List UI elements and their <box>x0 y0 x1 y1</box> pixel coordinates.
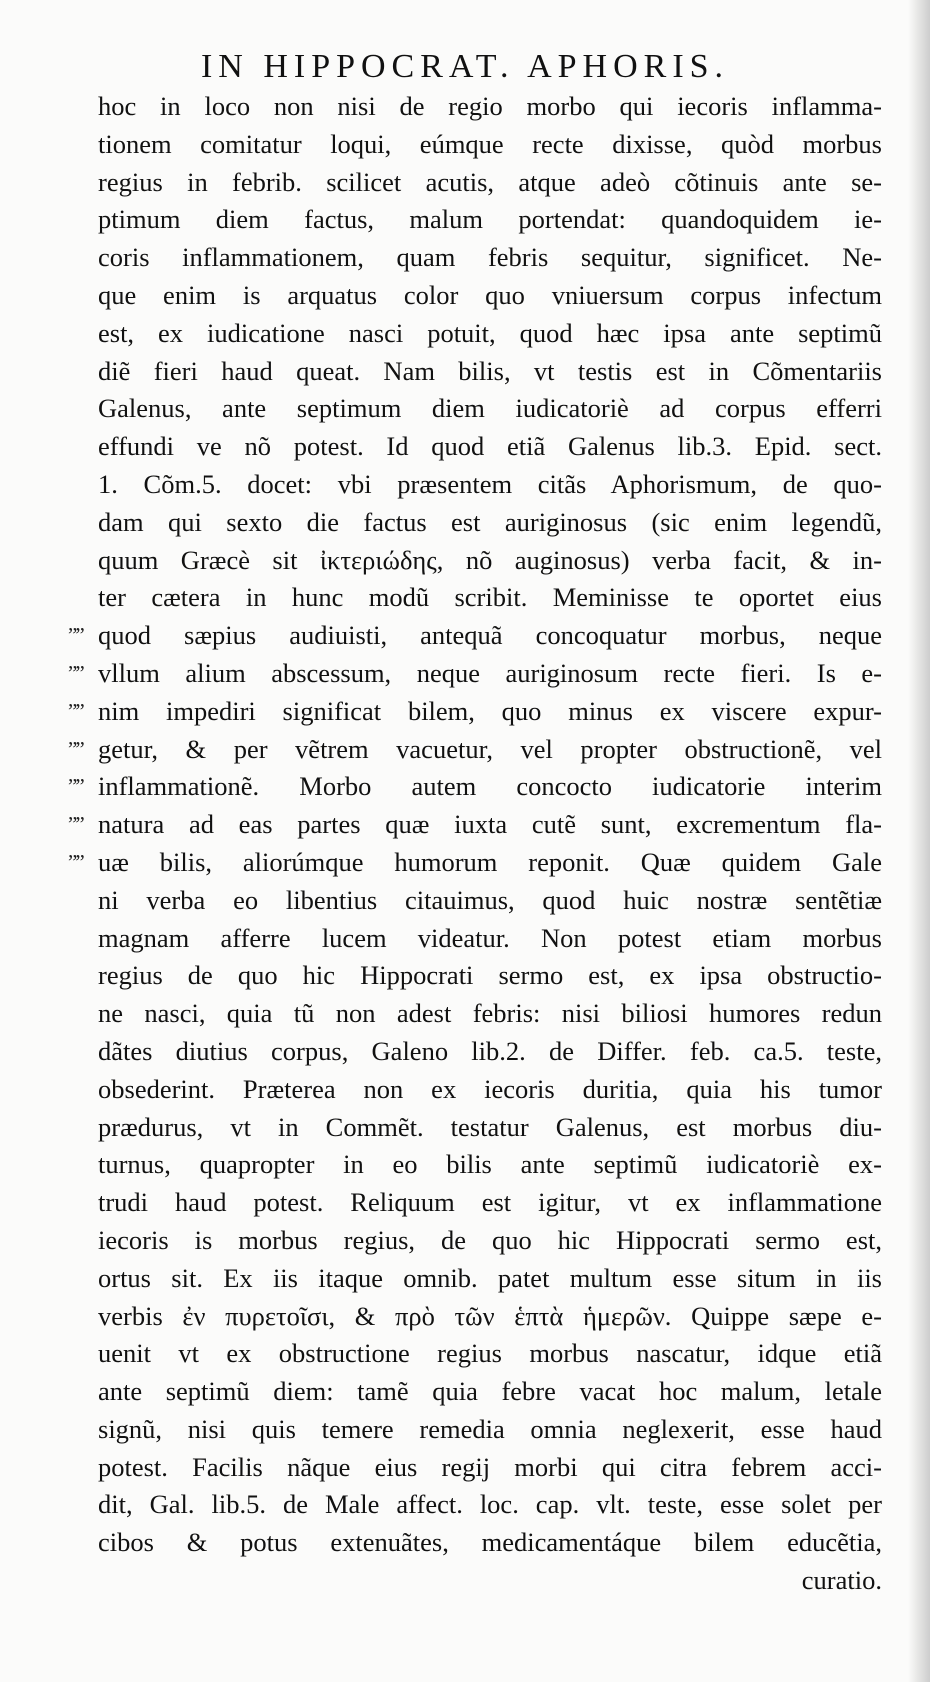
quotation-marker: ”” <box>68 849 83 874</box>
line-text: uenit vt ex obstructione regius morbus nascatur, idque etiã <box>98 1338 882 1369</box>
text-line <box>98 1260 882 1298</box>
body-text <box>68 88 882 1600</box>
text-line <box>98 1411 882 1449</box>
text-line <box>98 1298 882 1336</box>
line-text: coris inflammationem, quam febris sequitur, significet. Ne- <box>98 242 882 273</box>
text-line <box>98 88 882 126</box>
line-text: que enim is arquatus color quo vniuersum corpus infectum <box>98 279 882 310</box>
text-line <box>98 1524 882 1562</box>
line-text: obsederint. Præterea non ex iecoris duritia, quia his tumor <box>98 1073 882 1104</box>
line-text: 1. Cõm.5. docet: vbi præsentem citãs Aphorismum, de quo- <box>98 468 882 499</box>
text-line <box>98 126 882 164</box>
line-text: dam qui sexto die factus est auriginosus (sic enim legendũ, <box>98 506 882 537</box>
text-line <box>98 542 882 580</box>
line-text: magnam afferre lucem videatur. Non potest etiam morbus <box>98 922 882 953</box>
line-text: vllum alium abscessum, neque auriginosum recte fieri. Is e- <box>98 657 882 688</box>
text-line <box>98 315 882 353</box>
line-text: nim impediri significat bilem, quo minus ex viscere expur- <box>98 695 882 726</box>
running-head: IN HIPPOCRAT. APHORIS. <box>200 48 730 85</box>
line-text: iecoris is morbus regius, de quo hic Hippocrati sermo est, <box>98 1224 882 1255</box>
line-text: quod sæpius audiuisti, antequã concoquatur morbus, neque <box>98 620 882 651</box>
text-line <box>98 920 882 958</box>
line-text: verbis ἐν πυρετοῖσι, & πρὸ τῶν ἑπτὰ ἡμερῶν. Quippe sæpe e- <box>98 1300 882 1331</box>
line-text: getur, & per vẽtrem vacuetur, vel propter obstructionẽ, vel <box>98 733 882 764</box>
binding-shadow <box>908 0 930 1682</box>
line-text: regius in febrib. scilicet acutis, atque adeò cõtinuis ante se- <box>98 166 882 197</box>
quotation-marker: ”” <box>68 774 83 799</box>
text-line <box>98 995 882 1033</box>
line-text: ante septimũ diem: tamẽ quia febre vacat hoc malum, letale <box>98 1376 882 1407</box>
text-line <box>98 504 882 542</box>
text-line <box>98 1109 882 1147</box>
text-line <box>68 844 882 882</box>
text-line <box>68 655 882 693</box>
line-text: cibos & potus extenuãtes, medicamentáque bilem educẽtia, <box>98 1527 882 1558</box>
quotation-marker: ”” <box>68 736 83 761</box>
line-text: ni verba eo libentius citauimus, quod huic nostræ sentẽtiæ <box>98 884 882 915</box>
text-line <box>98 1184 882 1222</box>
quotation-marker: ”” <box>68 623 83 648</box>
line-text: signũ, nisi quis temere remedia omnia neglexerit, esse haud <box>98 1413 882 1444</box>
line-text: Galenus, ante septimum diem iudicatoriè ad corpus efferri <box>98 393 882 424</box>
text-line <box>98 1222 882 1260</box>
text-line <box>68 731 882 769</box>
text-line <box>68 693 882 731</box>
text-line <box>98 1562 882 1600</box>
text-line <box>98 1486 882 1524</box>
text-line <box>98 1146 882 1184</box>
text-line <box>98 428 882 466</box>
quotation-marker: ”” <box>68 812 83 837</box>
line-text: dit, Gal. lib.5. de Male affect. loc. cap. vlt. teste, esse solet per <box>98 1489 882 1520</box>
text-line <box>98 1449 882 1487</box>
text-line <box>98 466 882 504</box>
line-text: trudi haud potest. Reliquum est igitur, vt ex inflammatione <box>98 1187 882 1218</box>
text-line <box>98 882 882 920</box>
text-line <box>98 164 882 202</box>
quotation-marker: ”” <box>68 660 83 685</box>
line-text: regius de quo hic Hippocrati sermo est, ex ipsa obstructio- <box>98 960 882 991</box>
line-text: dãtes diutius corpus, Galeno lib.2. de Differ. feb. ca.5. teste, <box>98 1035 882 1066</box>
line-text: quum Græcè sit ἰκτεριώδης, nõ auginosus) verba facit, & in- <box>98 544 882 575</box>
line-text: prædurus, vt in Commẽt. testatur Galenus, est morbus diu- <box>98 1111 882 1142</box>
text-line <box>98 1033 882 1071</box>
line-text: est, ex iudicatione nasci potuit, quod hæc ipsa ante septimũ <box>98 317 882 348</box>
text-line <box>98 1373 882 1411</box>
line-text: potest. Facilis nãque eius regij morbi qui citra febrem acci- <box>98 1451 882 1482</box>
line-text: turnus, quapropter in eo bilis ante septimũ iudicatoriè ex- <box>98 1149 882 1180</box>
line-text: ter cætera in hunc modũ scribit. Meminisse te oportet eius <box>98 582 882 613</box>
line-text: uæ bilis, aliorúmque humorum reponit. Quæ quidem Gale <box>98 846 882 877</box>
line-text: tionem comitatur loqui, eúmque recte dixisse, quòd morbus <box>98 128 882 159</box>
text-line <box>68 617 882 655</box>
text-line <box>68 768 882 806</box>
line-text: diẽ fieri haud queat. Nam bilis, vt testis est in Cõmentariis <box>98 355 882 386</box>
line-text: ortus sit. Ex iis itaque omnib. patet multum esse situm in iis <box>98 1262 882 1293</box>
text-line <box>98 1335 882 1373</box>
text-line <box>98 390 882 428</box>
line-text: curatio. <box>801 1565 882 1596</box>
text-line <box>98 239 882 277</box>
text-line <box>98 1071 882 1109</box>
line-text: hoc in loco non nisi de regio morbo qui iecoris inflamma- <box>98 91 882 121</box>
text-line <box>98 957 882 995</box>
line-text: effundi ve nõ potest. Id quod etiã Galenus lib.3. Epid. sect. <box>98 431 882 462</box>
text-line <box>98 579 882 617</box>
text-line <box>68 806 882 844</box>
line-text: ptimum diem factus, malum portendat: quandoquidem ie- <box>98 204 882 235</box>
text-line <box>98 353 882 391</box>
line-text: inflammationẽ. Morbo autem concocto iudicatorie interim <box>98 771 882 802</box>
text-line <box>98 201 882 239</box>
text-line <box>98 277 882 315</box>
quotation-marker: ”” <box>68 698 83 723</box>
line-text: ne nasci, quia tũ non adest febris: nisi biliosi humores redun <box>98 998 882 1029</box>
line-text: natura ad eas partes quæ iuxta cutẽ sunt, excrementum fla- <box>98 809 882 840</box>
